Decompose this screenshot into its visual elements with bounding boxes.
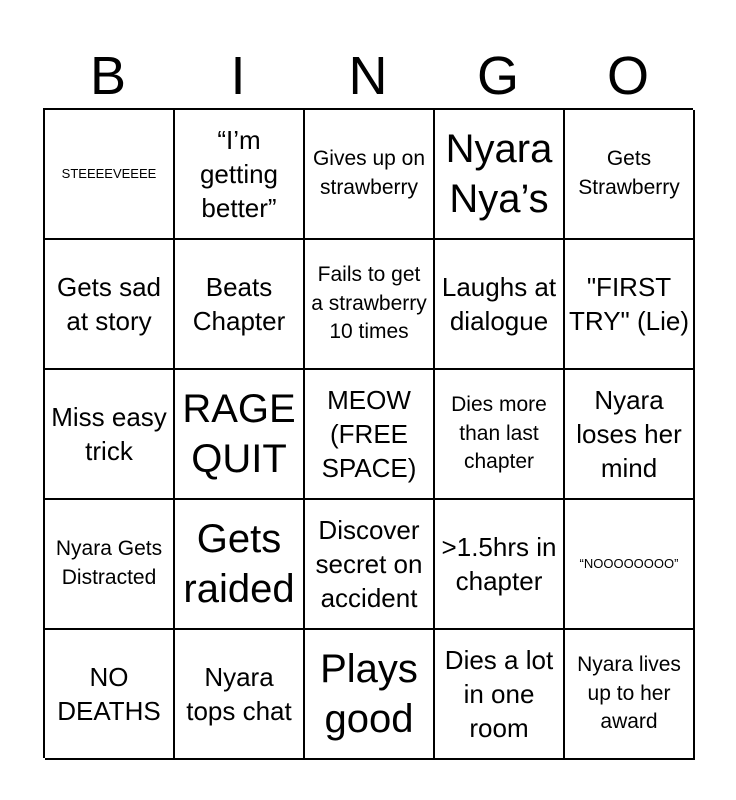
bingo-cell[interactable]: Nyara Nya’s [435, 110, 565, 240]
header-letter-i: I [230, 46, 246, 106]
bingo-cell[interactable]: “NOOOOOOOO” [565, 500, 695, 630]
bingo-cell[interactable]: Discover secret on accident [305, 500, 435, 630]
bingo-cell[interactable]: NO DEATHS [45, 630, 175, 760]
bingo-cell[interactable]: Dies more than last chapter [435, 370, 565, 500]
bingo-cell[interactable]: Nyara Gets Distracted [45, 500, 175, 630]
bingo-cell[interactable]: Plays good [305, 630, 435, 760]
bingo-cell[interactable]: RAGE QUIT [175, 370, 305, 500]
header-letter-b: B [89, 46, 127, 106]
bingo-cell[interactable]: Beats Chapter [175, 240, 305, 370]
bingo-cell[interactable]: Nyara loses her mind [565, 370, 695, 500]
bingo-board [43, 108, 693, 758]
bingo-cell[interactable]: Fails to get a strawberry 10 times [305, 240, 435, 370]
bingo-cell[interactable]: STEEEEVEEEE [45, 110, 175, 240]
bingo-cell[interactable]: “I’m getting better” [175, 110, 305, 240]
bingo-cell[interactable]: "FIRST TRY" (Lie) [565, 240, 695, 370]
bingo-header [43, 44, 693, 108]
bingo-cell[interactable]: Nyara tops chat [175, 630, 305, 760]
bingo-cell[interactable]: Miss easy trick [45, 370, 175, 500]
bingo-cell[interactable]: >1.5hrs in chapter [435, 500, 565, 630]
header-letter-n: N [348, 46, 388, 106]
bingo-cell[interactable]: Laughs at dialogue [435, 240, 565, 370]
bingo-cell[interactable]: Dies a lot in one room [435, 630, 565, 760]
bingo-cell[interactable]: MEOW (FREE SPACE) [305, 370, 435, 500]
bingo-cell[interactable]: Gets sad at story [45, 240, 175, 370]
bingo-cell[interactable]: Gets raided [175, 500, 305, 630]
bingo-cell[interactable]: Nyara lives up to her award [565, 630, 695, 760]
header-letter-g: G [476, 46, 519, 106]
header-letter-o: O [606, 46, 649, 106]
bingo-cell[interactable]: Gives up on strawberry [305, 110, 435, 240]
bingo-cell[interactable]: Gets Strawberry [565, 110, 695, 240]
